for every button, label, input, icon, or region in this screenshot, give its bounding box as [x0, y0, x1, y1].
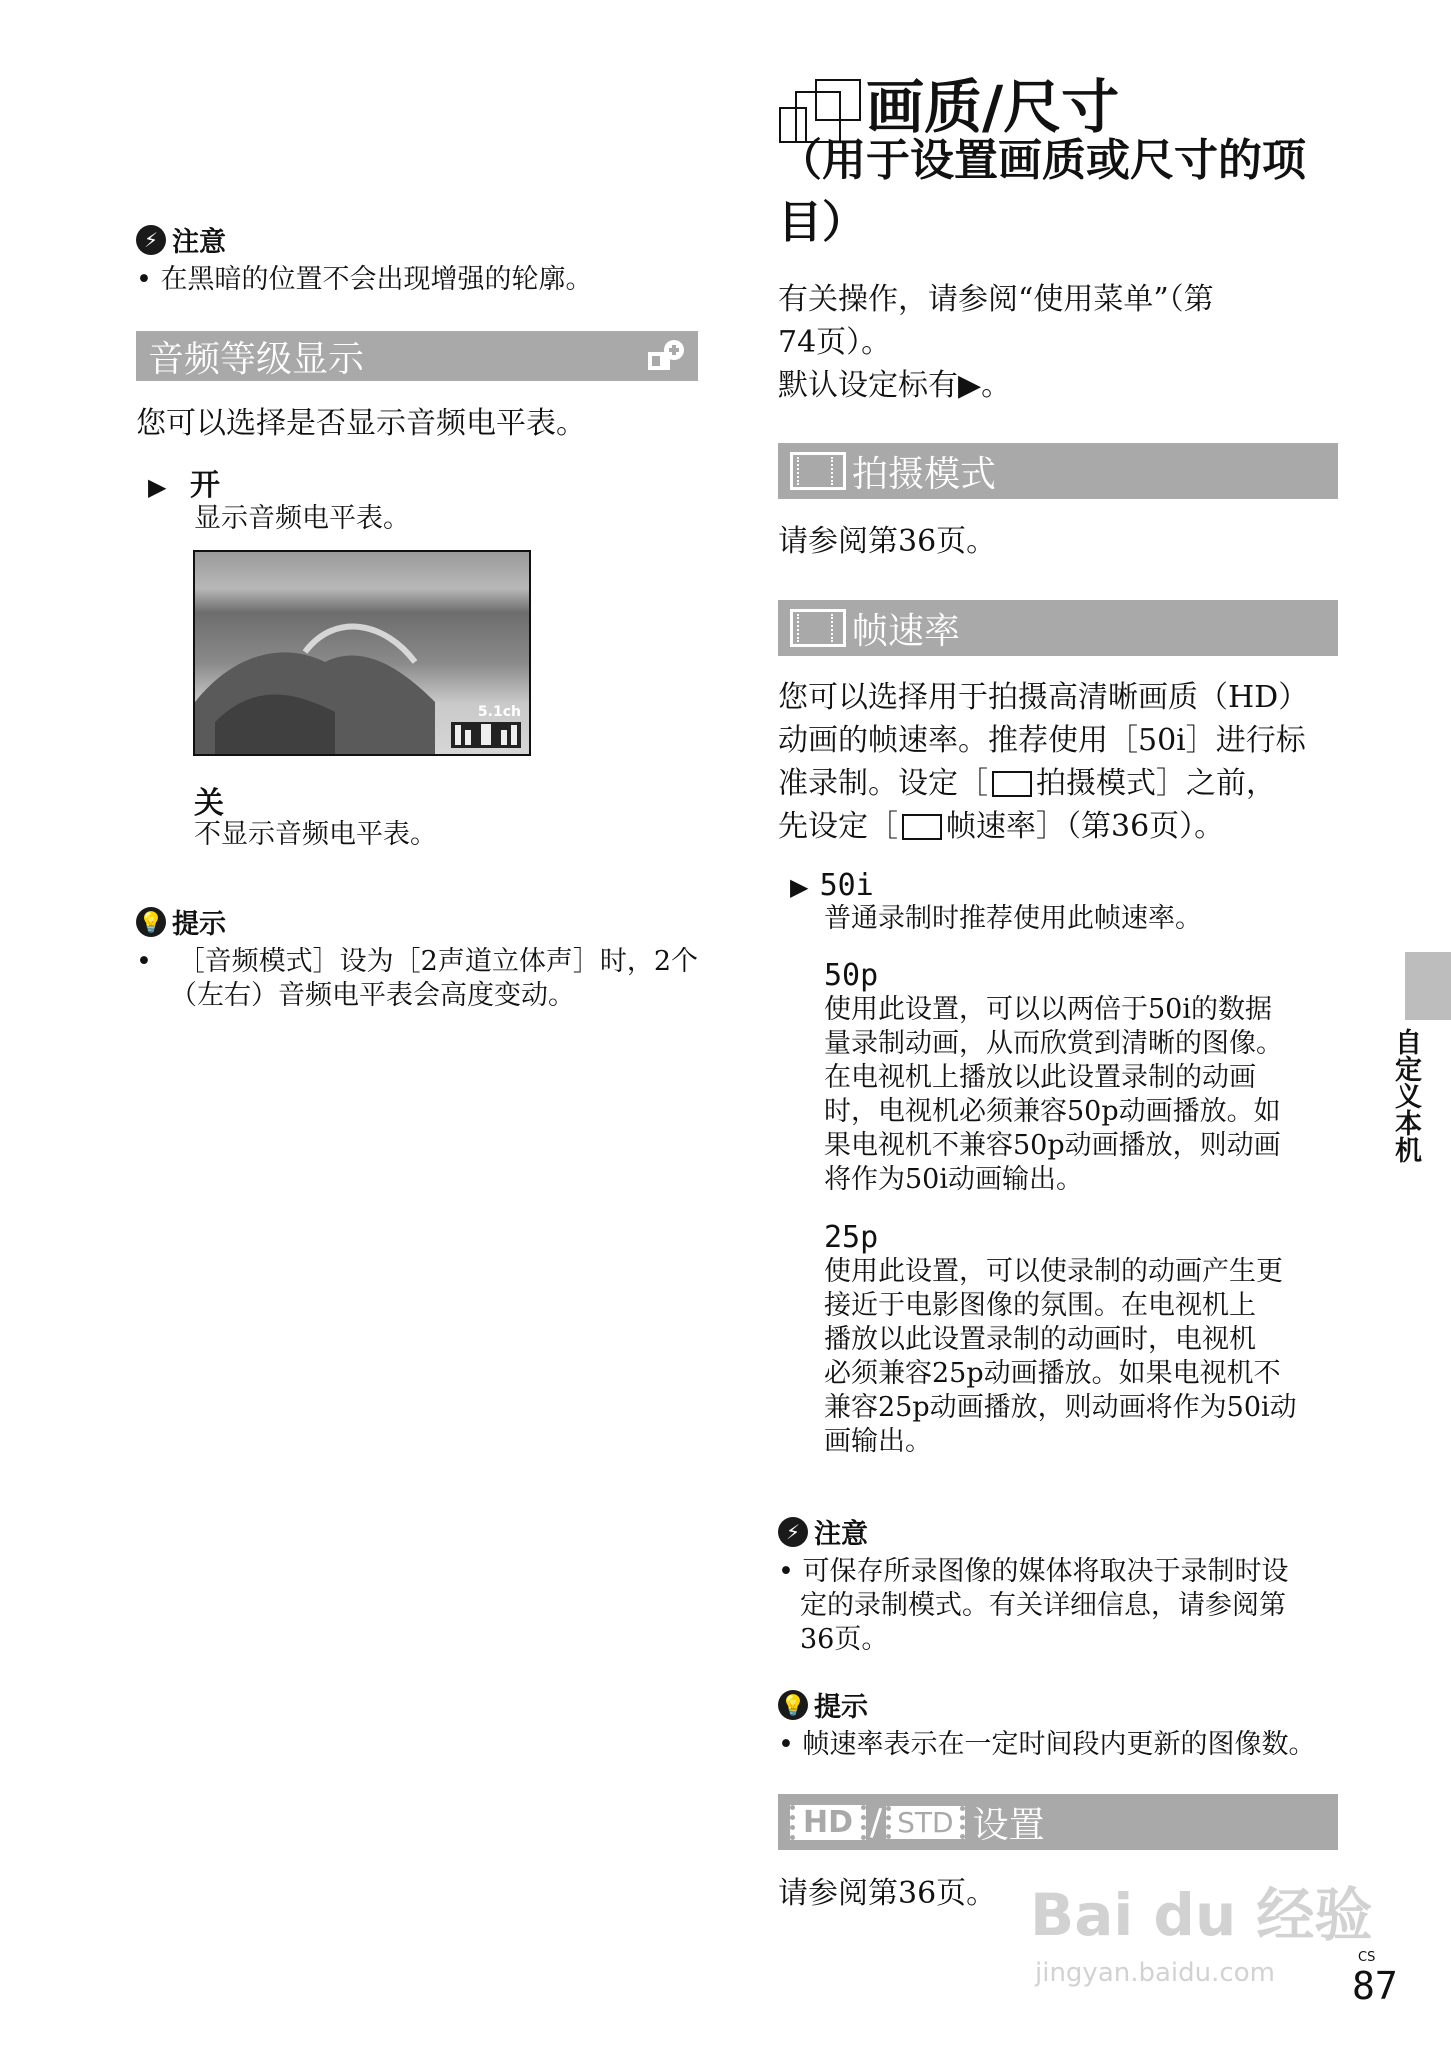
hint-bulb-icon: 💡 — [136, 907, 166, 937]
page-number: 87 — [1352, 1964, 1398, 2008]
osd-channel-label: 5.1ch — [477, 704, 521, 720]
note-title: 提示 — [814, 1692, 868, 1723]
option-label: 50i — [819, 868, 874, 903]
default-marker-icon: ▶ — [148, 473, 167, 501]
section-header-hd-std — [778, 1794, 1338, 1850]
customize-icon — [646, 338, 686, 374]
screen-preview-image — [193, 550, 531, 756]
film-icon — [790, 452, 846, 490]
default-marker-icon: ▶ — [790, 873, 809, 901]
section-title: 设置 — [972, 1804, 1045, 1846]
option-on — [148, 460, 220, 504]
hint-bulb-icon: 💡 — [778, 1690, 808, 1720]
audio-desc: 您可以选择是否显示音频电平表。 — [136, 406, 586, 441]
section-header-frame-rate — [778, 600, 1338, 656]
section-header-audio-level — [136, 331, 698, 381]
audio-meter-icon — [451, 722, 521, 748]
option-25p-desc: 使用此设置，可以使录制的动画产生更 接近于电影图像的氛围。在电视机上 播放以此设置录制的动画时，电视机 必须兼容25p动画播放。如果电视机不 兼容25p动画播放，则动画将作为50i动 画输出。 — [824, 1256, 1297, 1457]
option-25p-label: 25p — [824, 1220, 879, 1255]
subtitle-line: 目） — [778, 197, 866, 248]
intro-text — [778, 278, 1214, 407]
option-50p-label: 50p — [824, 958, 879, 993]
side-tab-marker — [1405, 952, 1451, 1020]
note-title: 注意 — [172, 227, 226, 258]
note-item: 在黑暗的位置不会出现增强的轮廓。 — [160, 264, 593, 295]
section-title: 拍摄模式 — [852, 453, 997, 495]
desc-line: 先设定［ 帧速率］（第36页）。 — [778, 809, 1225, 844]
section-header-rec-mode — [778, 443, 1338, 499]
note-caution-1: ⚡ 注意 • 在黑暗的位置不会出现增强的轮廓。 — [136, 220, 696, 297]
std-badge-icon: STD — [886, 1806, 964, 1839]
slash-text: / — [870, 1801, 883, 1843]
note-title: 提示 — [172, 909, 226, 940]
note-hint-1: 💡 提示 • ［音频模式］设为［2声道立体声］时，2个（左右）音频电平表会高度变动。 — [136, 902, 716, 1013]
caution-icon: ⚡ — [778, 1517, 808, 1547]
option-50i — [790, 868, 874, 903]
title-text: 画质/尺寸 — [866, 73, 1120, 141]
option-50p-desc: 使用此设置，可以以两倍于50i的数据 量录制动画，从而欣赏到清晰的图像。 在电视机上播放以此设置录制的动画 时，电视机必须兼容50p动画播放。如 果电视机不兼容50p动画播放，则动画 将作为50i动画输出。 — [824, 994, 1283, 1195]
option-off-label: 关 — [194, 786, 224, 821]
hd-badge-icon: HD — [790, 1805, 866, 1840]
film-icon — [902, 814, 942, 840]
hd-std-ref: 请参阅第36页。 — [778, 1876, 997, 1911]
note-caution-2: ⚡ 注意 • 可保存所录图像的媒体将取决于录制时设 定的录制模式。有关详细信息，请参阅第 36页。 — [778, 1512, 1338, 1657]
subtitle-line: （用于设置画质或尺寸的项 — [778, 135, 1306, 186]
note-hint-2: 💡 提示 • 帧速率表示在一定时间段内更新的图像数。 — [778, 1685, 1338, 1762]
watermark-url: jingyan.baidu.com — [1035, 1958, 1275, 1988]
desc-line: 动画的帧速率。推荐使用［50i］进行标 — [778, 723, 1306, 758]
watermark-brand: Bai du 经验 — [1030, 1881, 1373, 1949]
side-tab-label: 自定义本机 — [1390, 1028, 1421, 1163]
intro-line: 74页）。 — [778, 325, 892, 360]
intro-line: 默认设定标有▶。 — [778, 368, 1012, 403]
note-title: 注意 — [814, 1519, 868, 1550]
option-off-desc: 不显示音频电平表。 — [194, 819, 437, 850]
option-50i-desc: 普通录制时推荐使用此帧速率。 — [824, 903, 1202, 934]
desc-line: 您可以选择用于拍摄高清晰画质（HD） — [778, 680, 1309, 715]
option-on-desc: 显示音频电平表。 — [194, 503, 410, 534]
page-subtitle — [778, 130, 1306, 254]
section-title: 音频等级显示 — [148, 338, 365, 380]
rec-mode-ref: 请参阅第36页。 — [778, 524, 997, 559]
note-item: ［音频模式］设为［2声道立体声］时，2个（左右）音频电平表会高度变动。 — [170, 946, 699, 1011]
caution-icon: ⚡ — [136, 225, 166, 255]
intro-line: 有关操作，请参阅“使用菜单”（第 — [778, 282, 1214, 317]
section-title: 帧速率 — [852, 610, 961, 652]
film-icon — [992, 771, 1032, 797]
option-label: 开 — [190, 468, 221, 503]
film-icon — [790, 609, 846, 647]
frame-rate-desc — [778, 676, 1308, 848]
page-lang: CS — [1358, 1950, 1376, 1965]
desc-line: 准录制。设定［ 拍摄模式］之前， — [778, 766, 1276, 801]
